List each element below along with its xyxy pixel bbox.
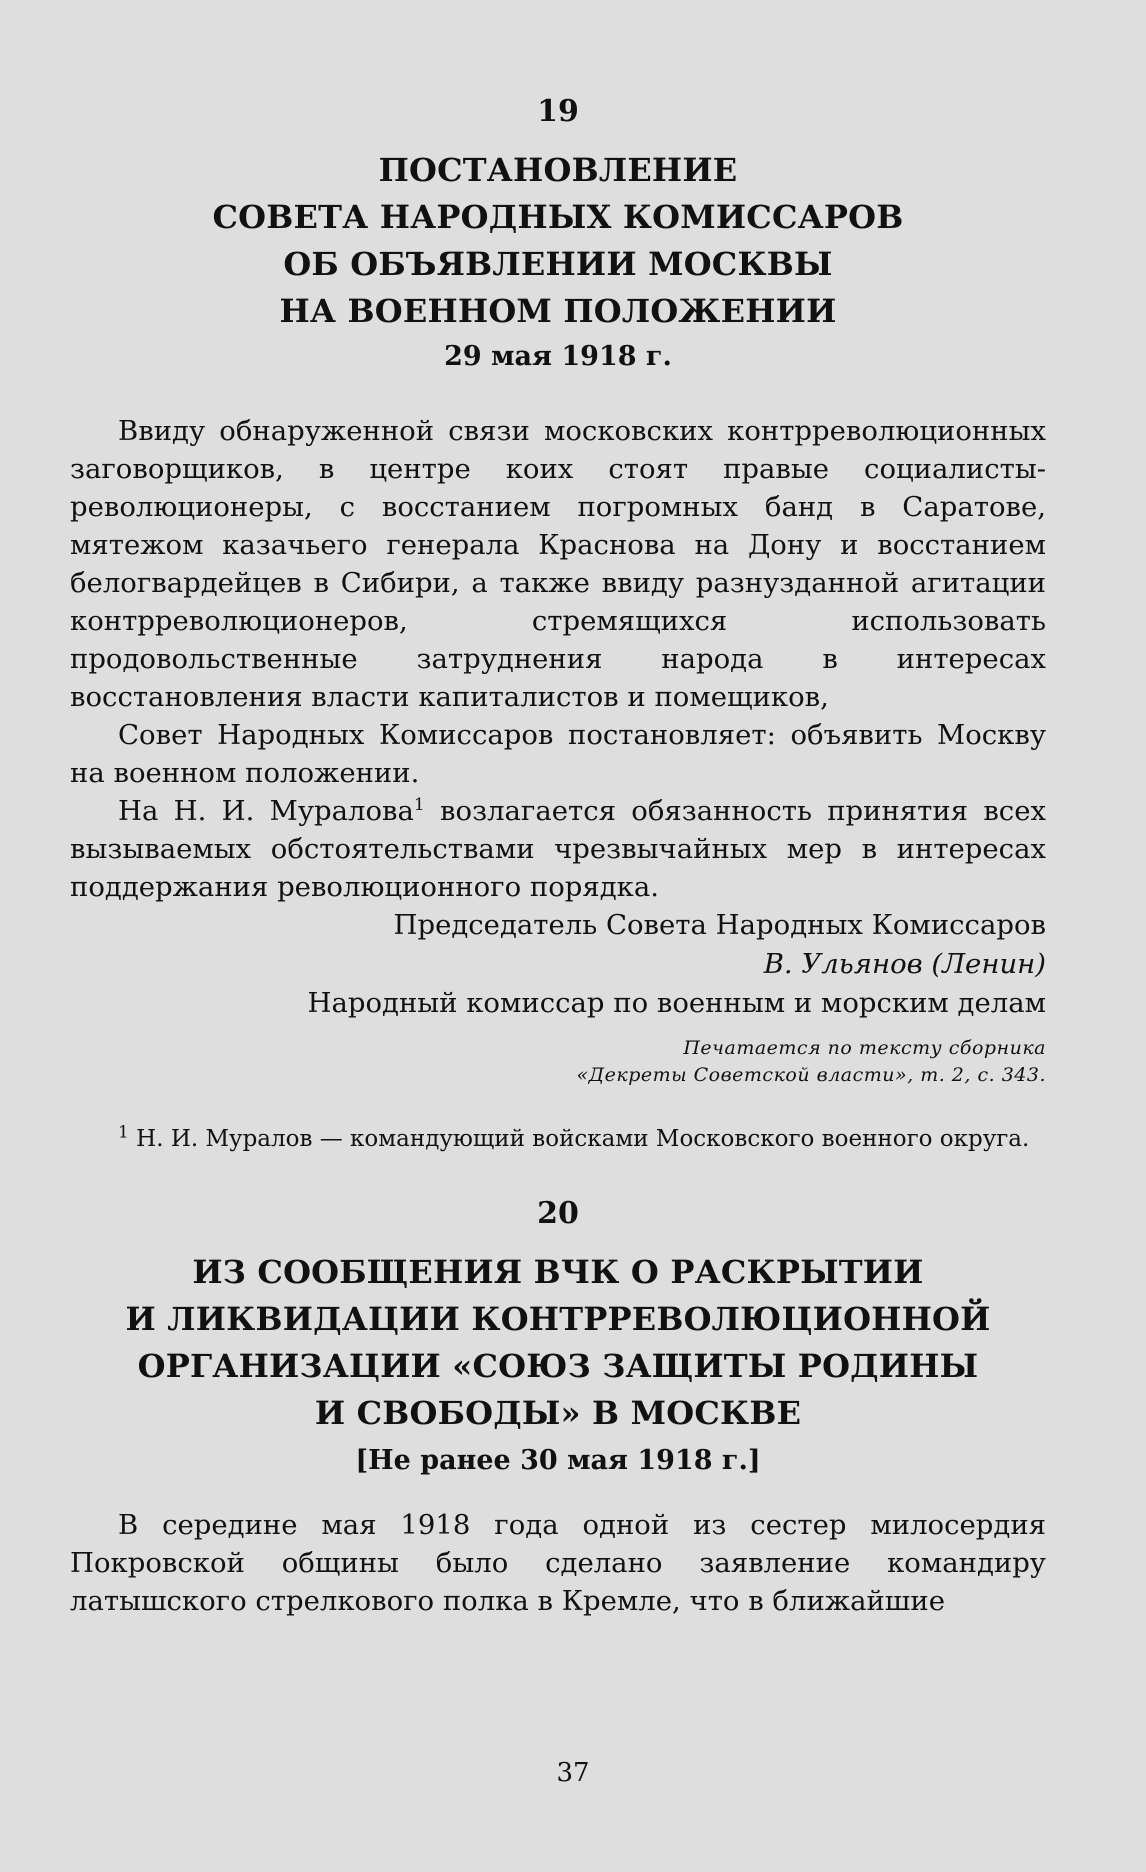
title-line: ОБ ОБЪЯВЛЕНИИ МОСКВЫ: [283, 245, 833, 283]
document-number: 20: [537, 1196, 579, 1231]
signatory-title: Председатель Совета Народных Комиссаров: [393, 909, 1046, 941]
title-line: ПОСТАНОВЛЕНИЕ: [378, 151, 738, 189]
paragraph: [70, 792, 1046, 906]
source-line: Печатается по тексту сборника: [683, 1037, 1046, 1059]
document-19: [70, 94, 1046, 1156]
paragraph: В середине мая 1918 года одной из сестер милосердия Покровской общины было сделано заявление командиру латышского стрелкового полка в Кремле, что в ближайшие: [70, 1509, 1046, 1617]
paragraph: Совет Народных Комиссаров постановляет: объявить Москву на военном положении.: [70, 719, 1046, 789]
signatory-name: В. Ульянов (Ленин): [763, 948, 1046, 980]
source-note: [70, 1035, 1046, 1089]
title-line: И ЛИКВИДАЦИИ КОНТРРЕВОЛЮЦИОННОЙ: [125, 1300, 991, 1338]
document-date: 29 мая 1918 г.: [444, 341, 672, 372]
source-line: «Декреты Советской власти», т. 2, с. 343.: [576, 1064, 1046, 1086]
paragraph-text: На Н. И. Муралова: [118, 795, 414, 827]
title-line: СОВЕТА НАРОДНЫХ КОМИССАРОВ: [212, 198, 904, 236]
footnote-reference[interactable]: 1: [413, 794, 425, 815]
title-line: НА ВОЕННОМ ПОЛОЖЕНИИ: [279, 292, 837, 330]
footnote-mark: 1: [118, 1122, 129, 1143]
footnote: [70, 1123, 1046, 1156]
document-title: [70, 1249, 1046, 1437]
paragraph-text: возлагается обязанность принятия всех вызываемых обстоятельствами чрезвычайных мер в интересах поддержания революционного порядка.: [70, 795, 1046, 903]
document-20: [70, 1196, 1046, 1620]
document-title: [70, 147, 1046, 335]
signatory-title: Народный комиссар по военным и морским делам: [307, 987, 1046, 1019]
title-line: ОРГАНИЗАЦИИ «СОЮЗ ЗАЩИТЫ РОДИНЫ: [137, 1347, 979, 1385]
title-line: И СВОБОДЫ» В МОСКВЕ: [314, 1394, 802, 1432]
page-number: 37: [556, 1758, 590, 1788]
document-number: 19: [537, 94, 579, 129]
title-line: ИЗ СООБЩЕНИЯ ВЧК О РАСКРЫТИИ: [192, 1253, 924, 1291]
paragraph: Ввиду обнаруженной связи московских контрреволюционных заговорщиков, в центре коих стоят правые социалисты-революционеры, с восстанием погромных банд в Саратове, мятежом казачьего генерала Краснова на Дону и восстанием белогвардейцев в Сибири, а также ввиду разнузданной агитации контрреволюционеров, стремящихся использовать продовольственные затруднения народа в интересах восстановления власти капиталистов и помещиков,: [70, 415, 1046, 713]
footnote-text: Н. И. Муралов — командующий войсками Московского военного округа.: [128, 1126, 1030, 1152]
document-date: [Не ранее 30 мая 1918 г.]: [355, 1445, 761, 1476]
